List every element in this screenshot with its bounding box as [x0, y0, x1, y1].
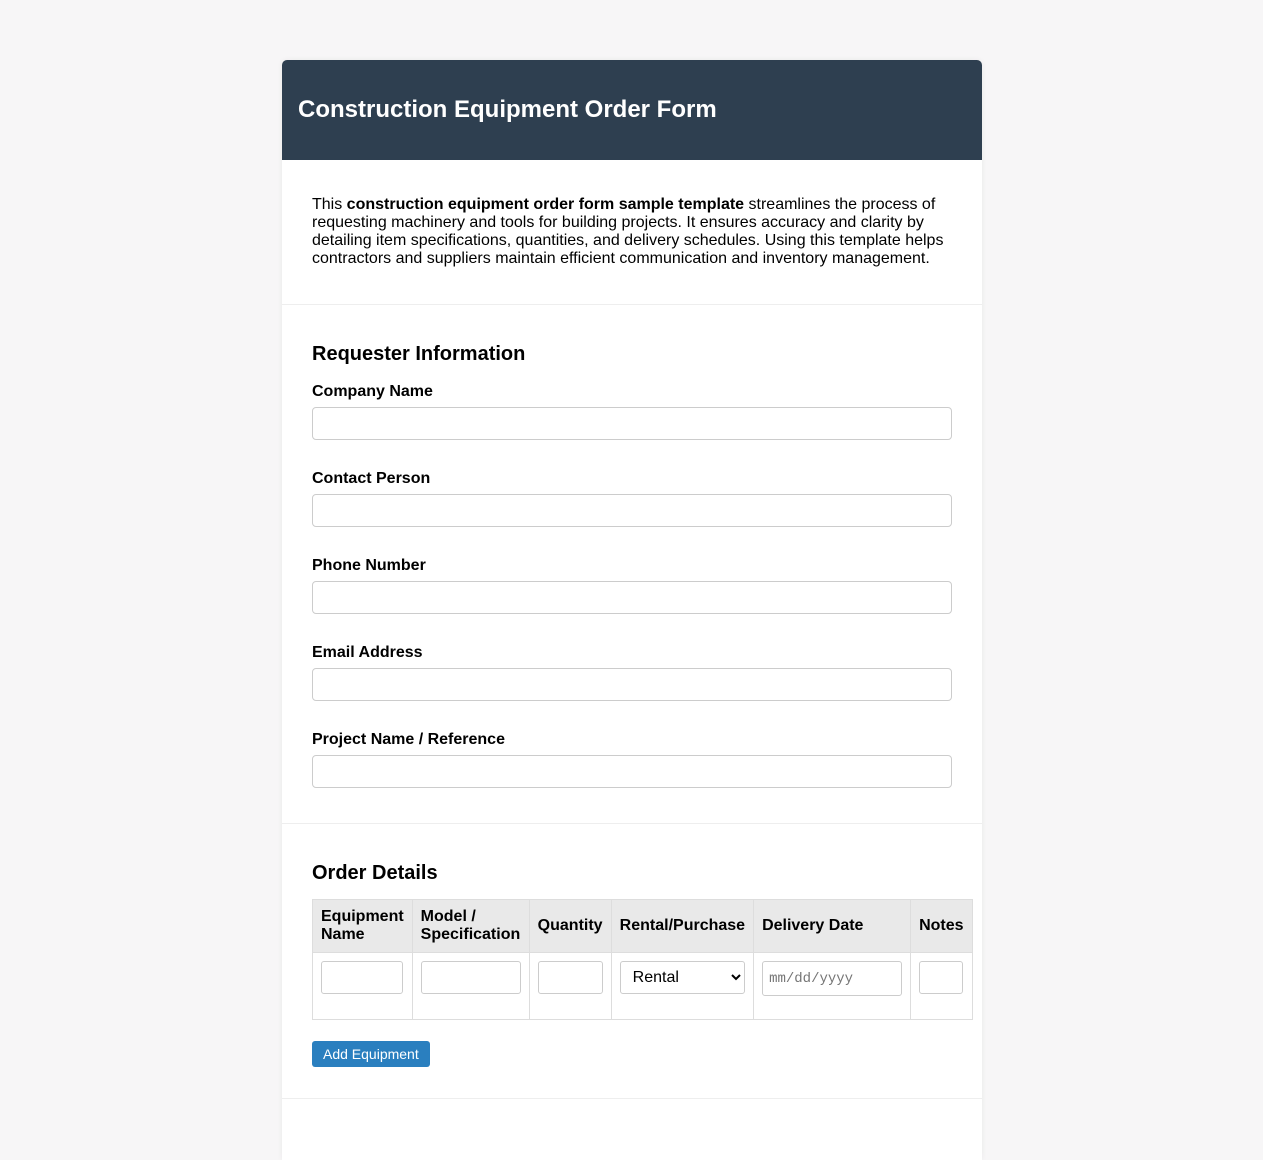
notes-input[interactable]	[919, 961, 963, 994]
requester-section	[282, 305, 982, 824]
column-header: Delivery Date	[754, 900, 911, 953]
email-address-label: Email Address	[312, 644, 423, 661]
column-header: Rental/Purchase	[611, 900, 753, 953]
add-equipment-button[interactable]: Add Equipment	[312, 1041, 430, 1067]
contact-person-input[interactable]	[312, 494, 952, 527]
email-address-input[interactable]	[312, 668, 952, 701]
intro-bold: construction equipment order form sample template	[346, 196, 745, 213]
quantity-input[interactable]	[538, 961, 603, 994]
delivery-date-input[interactable]	[762, 961, 902, 996]
equipment-table	[312, 899, 973, 1020]
rental-purchase-select[interactable]	[620, 961, 745, 994]
table-row	[313, 953, 973, 1020]
intro-text	[282, 160, 982, 305]
order-form-card	[282, 60, 982, 1160]
company-name-label: Company Name	[312, 383, 433, 400]
phone-number-label: Phone Number	[312, 557, 426, 574]
phone-number-input[interactable]	[312, 581, 952, 614]
column-header: Equipment Name	[313, 900, 413, 953]
model-input[interactable]	[421, 961, 521, 994]
column-header: Notes	[911, 900, 972, 953]
company-name-input[interactable]	[312, 407, 952, 440]
intro-suffix: streamlines the process of requesting machinery and tools for building projects. It ensures accuracy and clarity by detailing item specifications, quantities, and delivery schedules. Using this template helps contractors and suppliers maintain efficient communication and inventory management.	[312, 196, 944, 267]
column-header: Model / Specification	[412, 900, 529, 953]
page-title: Construction Equipment Order Form	[298, 96, 717, 123]
column-header: Quantity	[529, 900, 611, 953]
project-name-label: Project Name / Reference	[312, 731, 505, 748]
equipment-name-input[interactable]	[321, 961, 403, 994]
form-header	[282, 60, 982, 160]
section-title: Order Details	[312, 862, 438, 884]
section-title: Requester Information	[312, 343, 526, 365]
intro-prefix: This	[312, 196, 347, 213]
contact-person-label: Contact Person	[312, 470, 431, 487]
order-section	[282, 824, 982, 1099]
table-header-row	[313, 900, 973, 953]
project-name-input[interactable]	[312, 755, 952, 788]
